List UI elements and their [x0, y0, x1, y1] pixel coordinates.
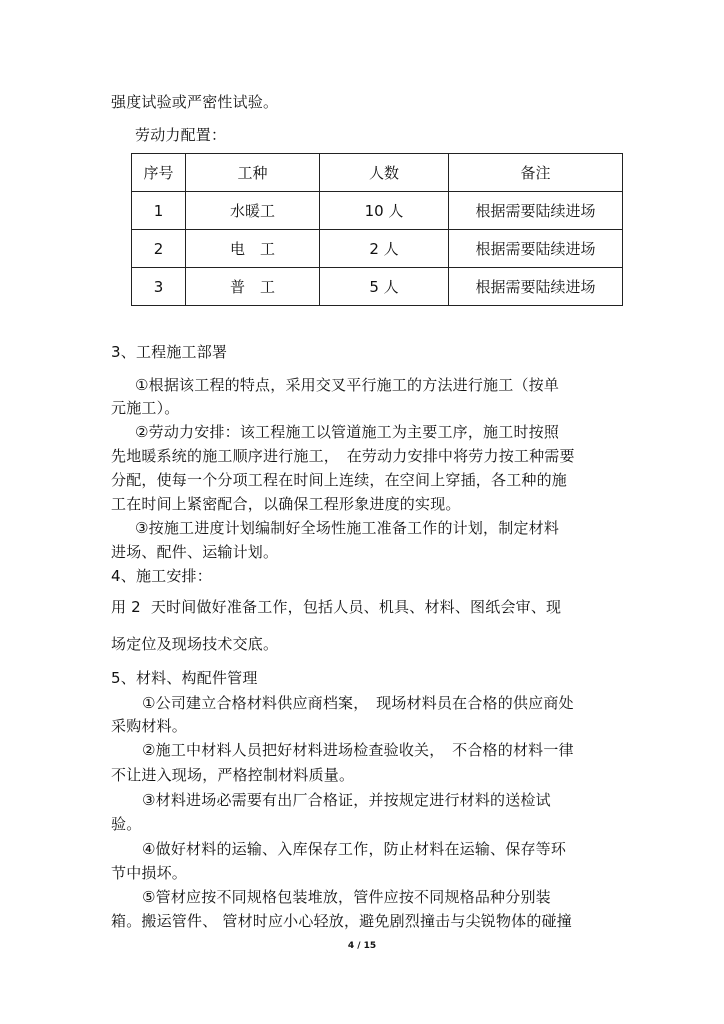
section-3-line: 先地暖系统的施工顺序进行施工， 在劳动力安排中将劳力按工种需要: [111, 447, 575, 465]
section-5-line: ③材料进场必需要有出厂合格证，并按规定进行材料的送检试: [142, 791, 551, 809]
section-3-line: ①根据该工程的特点，采用交叉平行施工的方法进行施工（按单: [135, 376, 560, 394]
table-header-row: [132, 154, 623, 192]
section-3-line: ②劳动力安排：该工程施工以管道施工为主要工序，施工时按照: [135, 423, 560, 441]
section-5-line: 采购材料。: [111, 717, 188, 735]
table-cell: 1: [132, 192, 186, 230]
section-3-heading: 3、工程施工部署: [111, 343, 228, 361]
table-cell: 电 工: [186, 230, 320, 268]
table-cell: 10 人: [320, 192, 449, 230]
header-cell: 人数: [320, 154, 449, 192]
section-4-heading: 4、施工安排：: [111, 567, 212, 585]
header-cell: 备注: [449, 154, 623, 192]
section-5-line: ④做好材料的运输、入库保存工作，防止材料在运输、保存等环: [142, 840, 567, 858]
table-cell: 5 人: [320, 268, 449, 306]
table-cell: 根据需要陆续进场: [449, 268, 623, 306]
labor-table: [131, 153, 623, 306]
table-cell: 普 工: [186, 268, 320, 306]
table-cell: 2 人: [320, 230, 449, 268]
header-cell: 序号: [132, 154, 186, 192]
labor-config-label: 劳动力配置：: [135, 126, 227, 144]
table-row: [132, 192, 623, 230]
section-3-line: ③按施工进度计划编制好全场性施工准备工作的计划，制定材料: [135, 519, 560, 537]
section-5-line: 箱。搬运管件、 管材时应小心轻放，避免剧烈撞击与尖锐物体的碰撞: [111, 912, 572, 930]
section-3-line: 元施工）。: [111, 399, 180, 417]
section-5-line: 节中损坏。: [111, 864, 188, 882]
section-5-line: ②施工中材料人员把好材料进场检查验收关， 不合格的材料一律: [142, 741, 574, 759]
table-cell: 根据需要陆续进场: [449, 192, 623, 230]
table-cell: 2: [132, 230, 186, 268]
section-3-line: 分配，使每一个分项工程在时间上连续，在空间上穿插，各工种的施: [111, 471, 568, 489]
table-row: [132, 268, 623, 306]
table-cell: 水暖工: [186, 192, 320, 230]
page-number: 4 / 15: [347, 941, 377, 951]
paragraph-strength-test: 强度试验或严密性试验。: [111, 93, 279, 111]
table-cell: 3: [132, 268, 186, 306]
section-5-line: ①公司建立合格材料供应商档案， 现场材料员在合格的供应商处: [142, 694, 574, 712]
section-5-heading: 5、材料、构配件管理: [111, 669, 258, 687]
section-5-line: 不让进入现场，严格控制材料质量。: [111, 766, 355, 784]
table-cell: 根据需要陆续进场: [449, 230, 623, 268]
table-row: [132, 230, 623, 268]
section-5-line: 验。: [111, 815, 142, 833]
section-5-line: ⑤管材应按不同规格包装堆放，管件应按不同规格品种分别装: [142, 888, 551, 906]
section-4-line: 场定位及现场技术交底。: [111, 635, 279, 653]
header-cell: 工种: [186, 154, 320, 192]
section-3-line: 进场、配件、运输计划。: [111, 543, 279, 561]
section-3-line: 工在时间上紧密配合，以确保工程形象进度的实现。: [111, 495, 461, 513]
section-4-line: 用 2 天时间做好准备工作，包括人员、机具、材料、图纸会审、现: [111, 598, 562, 616]
